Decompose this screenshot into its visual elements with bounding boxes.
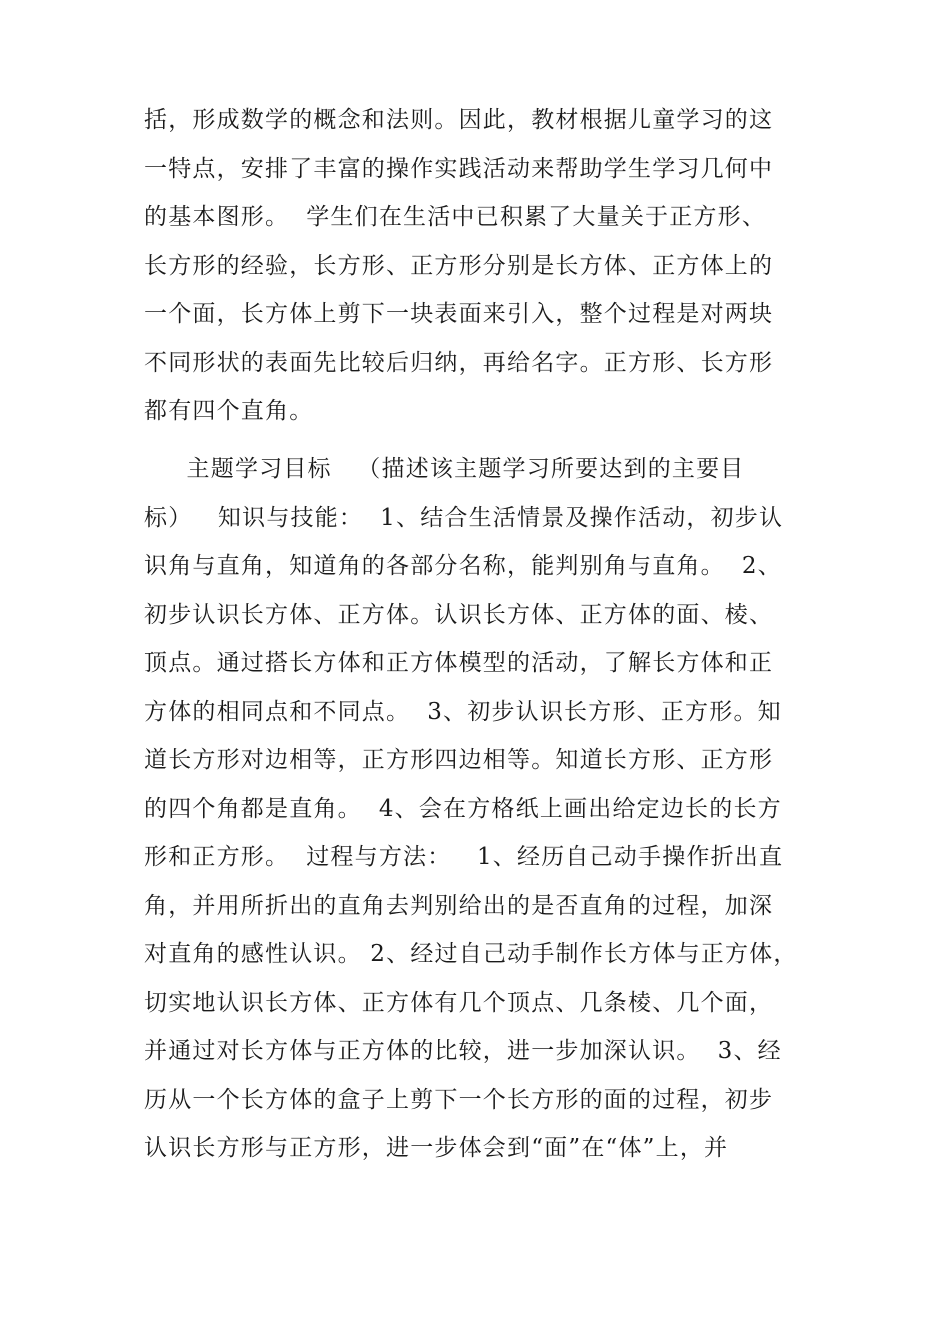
text-line: 初步认识长方体、正方体。认识长方体、正方体的面、棱、	[144, 601, 774, 628]
paragraph-learning-goals	[144, 445, 816, 1173]
text-line: 历从一个长方体的盒子上剪下一个长方形的面的过程，初步	[144, 1086, 774, 1113]
text-line: 方体的相同点和不同点。 3、初步认识长方形、正方形。知	[144, 698, 782, 725]
text-line: 主题学习目标 （描述该主题学习所要达到的主要目	[144, 456, 745, 482]
text-line: 认识长方形与正方形，进一步体会到“面”在“体”上，并	[144, 1135, 729, 1161]
text-line: 都有四个直角。	[144, 398, 314, 424]
text-line: 对直角的感性认识。 2、经过自己动手制作长方体与正方体，	[144, 941, 798, 967]
text-line: 长方形的经验，长方形、正方形分别是长方体、正方体上的	[144, 252, 774, 279]
text-line: 一特点，安排了丰富的操作实践活动来帮助学生学习几何中	[144, 155, 774, 182]
text-line: 括，形成数学的概念和法则。因此，教材根据儿童学习的这	[144, 107, 774, 133]
text-line: 形和正方形。 过程与方法： 1、经历自己动手操作折出直	[144, 844, 784, 870]
text-line: 不同形状的表面先比较后归纳，再给名字。正方形、长方形	[144, 349, 774, 376]
paragraph-intro	[144, 96, 816, 436]
text-line: 角，并用所折出的直角去判别给出的是否直角的过程，加深	[144, 892, 774, 919]
text-line: 道长方形对边相等，正方形四边相等。知道长方形、正方形	[144, 747, 774, 773]
text-line: 切实地认识长方体、正方体有几个顶点、几条棱、几个面，	[144, 989, 774, 1016]
text-line: 的基本图形。 学生们在生活中已积累了大量关于正方形、	[144, 204, 767, 230]
text-line: 的四个角都是直角。 4、会在方格纸上画出给定边长的长方	[144, 795, 782, 822]
text-line: 顶点。通过搭长方体和正方体模型的活动，了解长方体和正	[144, 650, 774, 676]
text-line: 并通过对长方体与正方体的比较，进一步加深认识。 3、经	[144, 1038, 782, 1064]
text-line: 识角与直角，知道角的各部分名称，能判别角与直角。 2、	[144, 553, 782, 579]
text-line: 标） 知识与技能： 1、结合生活情景及操作活动，初步认	[144, 504, 784, 531]
text-line: 一个面，长方体上剪下一块表面来引入，整个过程是对两块	[144, 301, 774, 327]
